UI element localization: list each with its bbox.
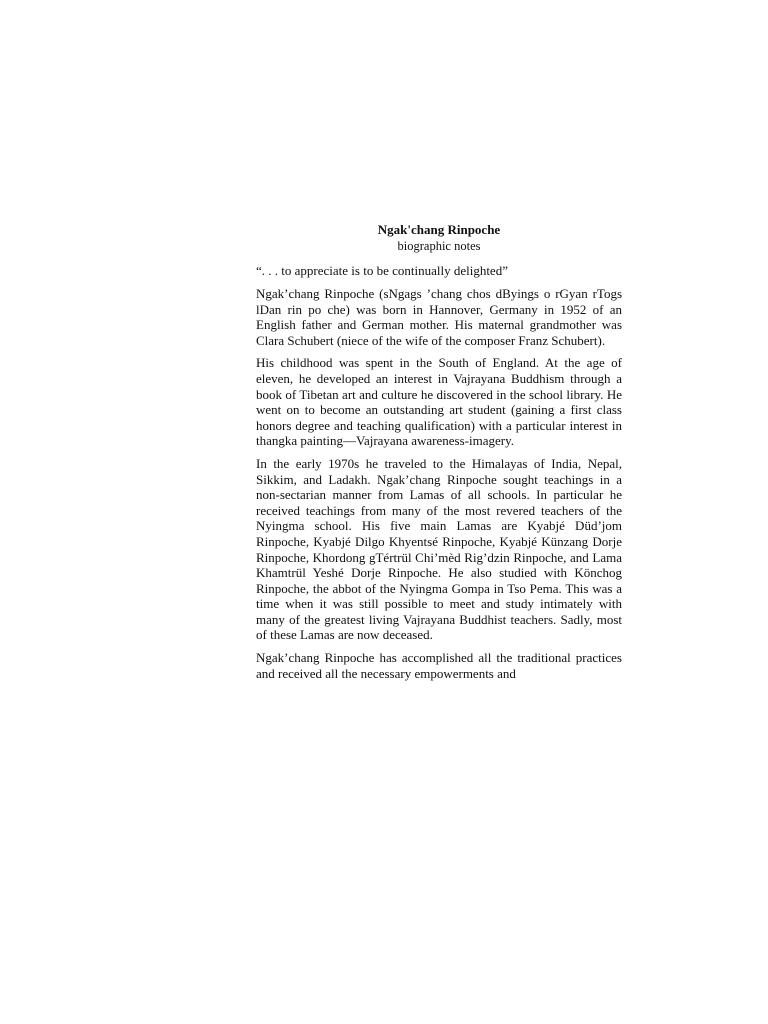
- paragraph-childhood: His childhood was spent in the South of England. At the age of eleven, he developed an interest in Vajrayana Buddhism through a book of Tibetan art and culture he discovered in the school library. He went on to become an outstanding art student (gaining a first class honors degree and teaching qualification) with a particular interest in thangka painting—Vajrayana awareness-imagery.: [256, 355, 622, 449]
- document-body: [256, 222, 622, 688]
- document-subtitle: biographic notes: [397, 239, 481, 253]
- paragraph-accomplishments: Ngak’chang Rinpoche has accomplished all the traditional practices and received all the necessary empowerments and: [256, 650, 622, 681]
- paragraph-himalayas: In the early 1970s he traveled to the Himalayas of India, Nepal, Sikkim, and Ladakh. Ngak’chang Rinpoche sought teachings in a non-sectarian manner from Lamas of all schools. In particular he received teachings from many of the most revered teachers of the Nyingma school. His five main Lamas are Kyabjé Düd’jom Rinpoche, Kyabjé Dilgo Khyentsé Rinpoche, Kyabjé Künzang Dorje Rinpoche, Khordong gTértrül Chi’mèd Rig’dzin Rinpoche, and Lama Khamtrül Yeshé Dorje Rinpoche. He also studied with Könchog Rinpoche, the abbot of the Nyingma Gompa in Tso Pema. This was a time when it was still possible to meet and study intimately with many of the greatest living Vajrayana Buddhist teachers. Sadly, most of these Lamas are now deceased.: [256, 455, 622, 643]
- epigraph-quote: “. . . to appreciate is to be continually delighted”: [256, 263, 508, 278]
- paragraph-birth: Ngak’chang Rinpoche (sNgags ’chang chos dByings o rGyan rTogs lDan rin po che) was born in Hannover, Germany in 1952 of an English father and German mother. His maternal grandmother was Clara Schubert (niece of the wife of the composer Franz Schubert).: [256, 286, 622, 348]
- document-title: Ngak'chang Rinpoche: [377, 222, 501, 237]
